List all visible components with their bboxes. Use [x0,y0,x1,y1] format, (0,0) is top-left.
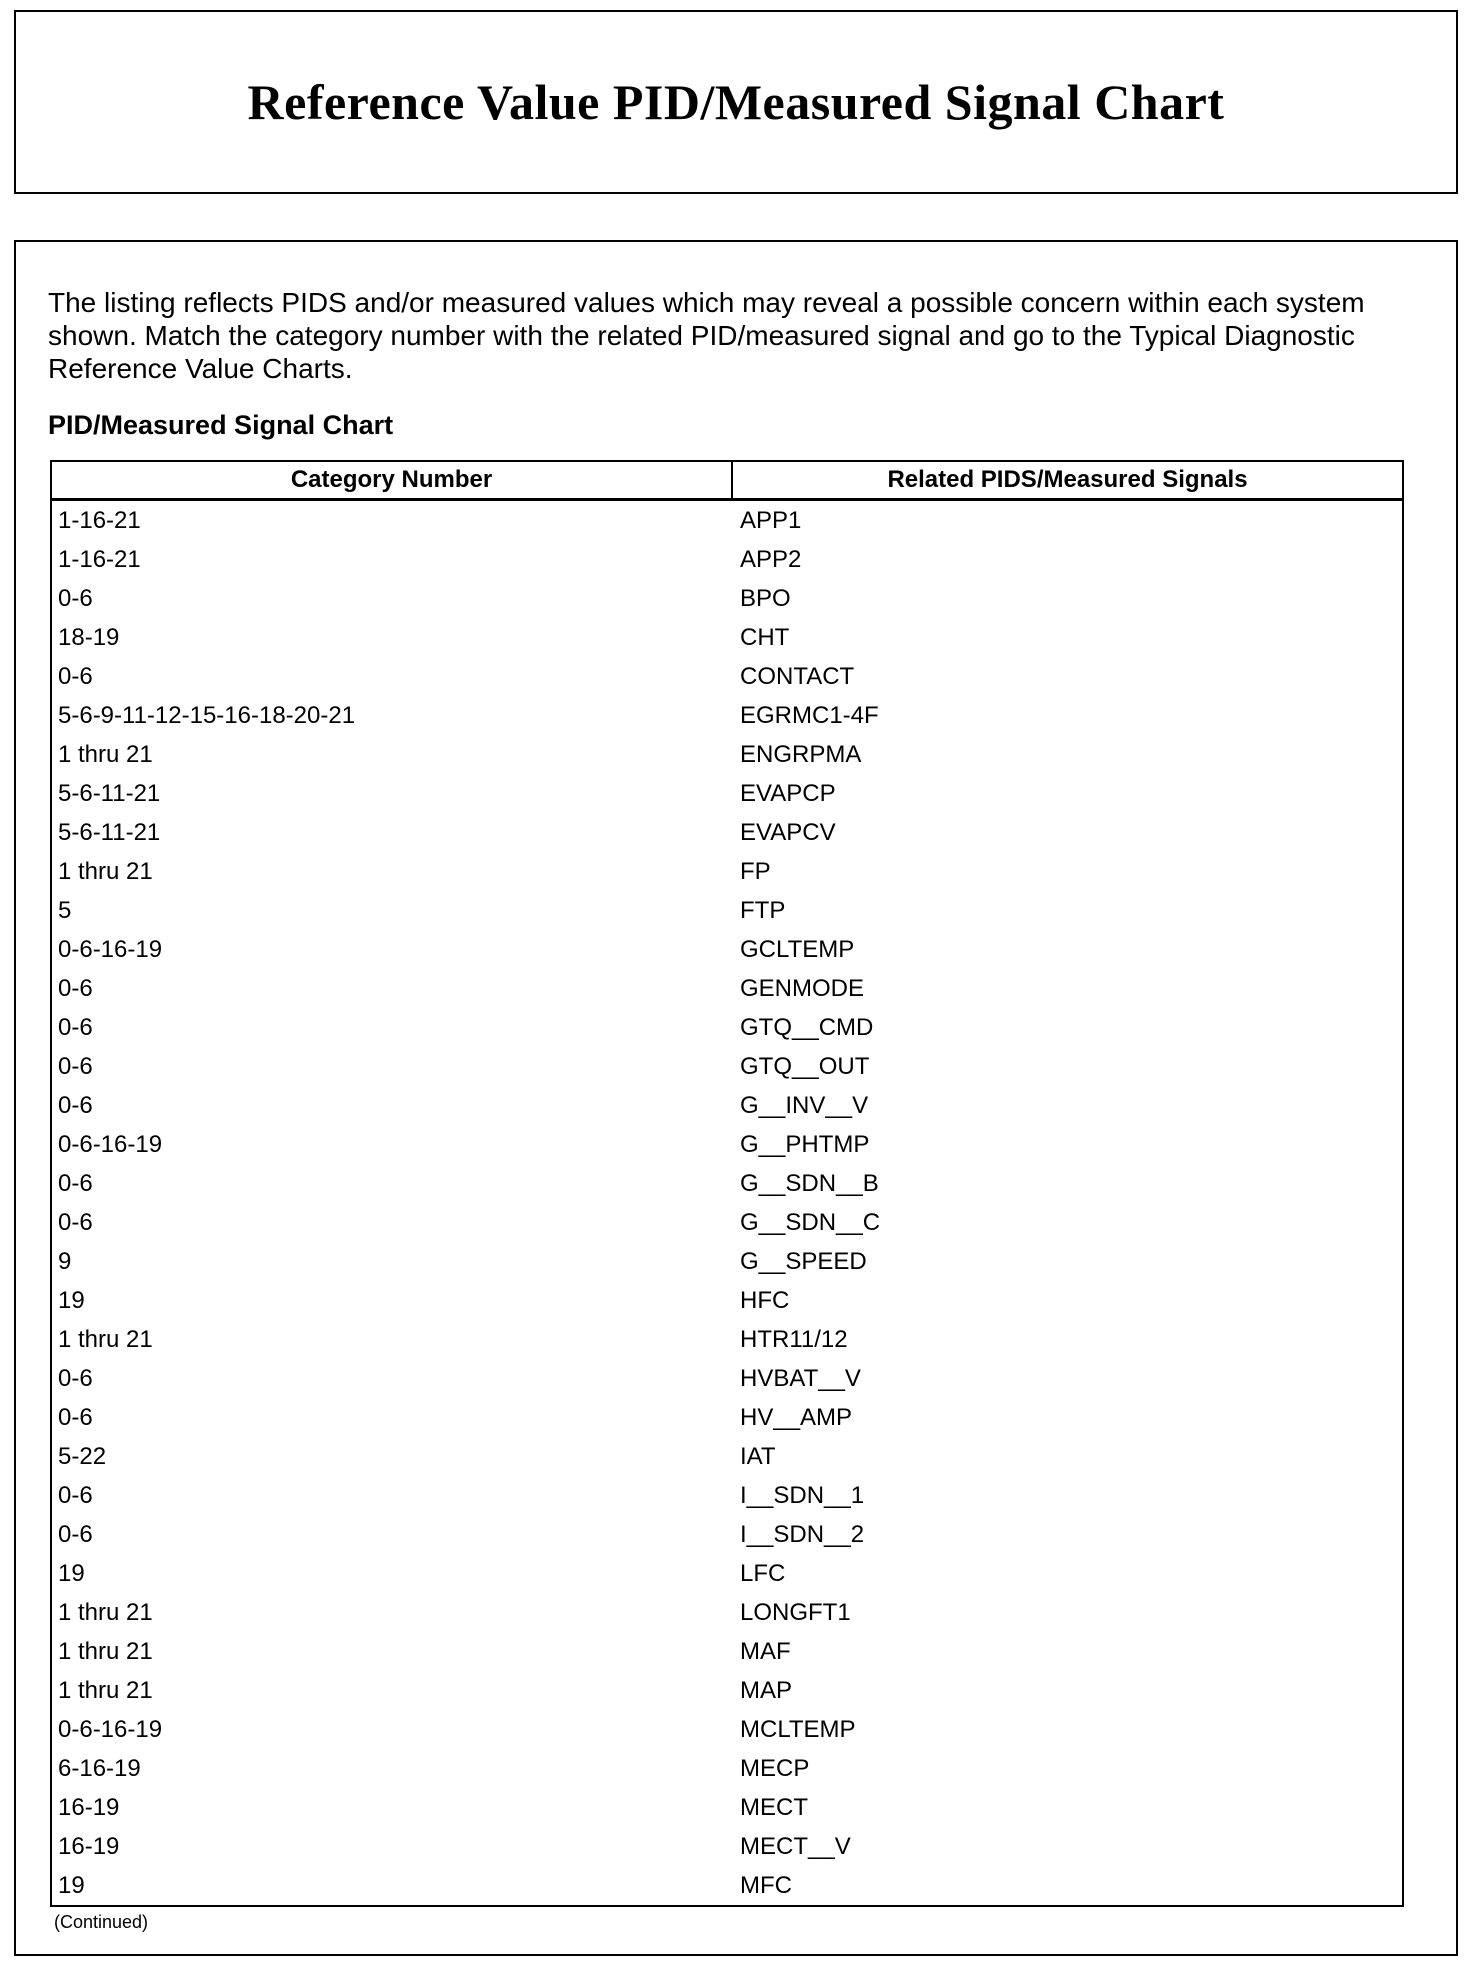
signal-cell: BPO [740,584,791,612]
signal-cell: LONGFT1 [740,1598,851,1626]
signal-cell: MFC [740,1871,792,1899]
category-number-cell: 0-6 [58,1364,93,1392]
table-row [51,1710,1403,1749]
signal-cell: G__SPEED [740,1247,867,1275]
table-row [51,1593,1403,1632]
category-number-cell: 0-6-16-19 [58,1130,163,1158]
category-number-cell: 5-22 [58,1442,107,1470]
table-row [51,579,1403,618]
column-header-signals: Related PIDS/Measured Signals [732,461,1403,500]
signal-cell: I__SDN__2 [740,1520,865,1548]
signal-cell: GTQ__OUT [740,1052,870,1080]
category-number-cell: 0-6-16-19 [58,935,163,963]
signal-cell: APP1 [740,506,802,534]
continued-note: (Continued) [54,1912,149,1932]
column-header-category: Category Number [51,461,732,500]
category-number-cell: 0-6 [58,974,93,1002]
category-number-cell: 1-16-21 [58,545,141,573]
signal-cell: I__SDN__1 [740,1481,865,1509]
category-number-cell: 16-19 [58,1832,120,1860]
signal-cell: G__INV__V [740,1091,869,1119]
table-row [51,1320,1403,1359]
title-box [14,10,1458,194]
signal-cell: HFC [740,1286,790,1314]
signal-cell: HTR11/12 [740,1325,848,1353]
table-row [51,1281,1403,1320]
signal-cell: MAP [740,1676,793,1704]
category-number-cell: 0-6 [58,1520,93,1548]
table-row [51,1632,1403,1671]
table-row [51,657,1403,696]
table-row [51,1164,1403,1203]
category-number-cell: 0-6 [58,1013,93,1041]
category-number-cell: 0-6 [58,1091,93,1119]
signal-cell: IAT [740,1442,776,1470]
category-number-cell: 0-6 [58,584,93,612]
signal-cell: G__PHTMP [740,1130,870,1158]
category-number-cell: 1 thru 21 [58,1637,153,1665]
table-row [51,852,1403,891]
category-number-cell: 0-6 [58,1481,93,1509]
table-row [51,500,1403,541]
signal-cell: LFC [740,1559,786,1587]
intro-paragraph: The listing reflects PIDS and/or measured values which may reveal a possible concern within each system shown. Match the category number with the related PID/measured signal and go to the Typical Diagnostic Reference Value Charts. [48,287,1365,384]
signal-cell: FTP [740,896,786,924]
category-number-cell: 6-16-19 [58,1754,141,1782]
signal-cell: MCLTEMP [740,1715,856,1743]
signal-cell: MAF [740,1637,791,1665]
category-number-cell: 1 thru 21 [58,1325,153,1353]
category-number-cell: 0-6-16-19 [58,1715,163,1743]
signal-cell: GCLTEMP [740,935,855,963]
table-row [51,1554,1403,1593]
table-row [51,1476,1403,1515]
signal-cell: MECT__V [740,1832,851,1860]
signal-cell: MECT [740,1793,808,1821]
table-row [51,1047,1403,1086]
signal-cell: APP2 [740,545,802,573]
table-row [51,618,1403,657]
category-number-cell: 18-19 [58,623,120,651]
category-number-cell: 5-6-11-21 [58,779,161,807]
table-row [51,813,1403,852]
table-row [51,1788,1403,1827]
table-row [51,891,1403,930]
table-row [51,1008,1403,1047]
category-number-cell: 19 [58,1286,85,1314]
category-number-cell: 0-6 [58,1403,93,1431]
table-row [51,1671,1403,1710]
table-row [51,930,1403,969]
signal-cell: CHT [740,623,790,651]
table-row [51,1515,1403,1554]
table-row [51,1866,1403,1906]
category-number-cell: 1 thru 21 [58,857,153,885]
table-row [51,1437,1403,1476]
table-header-row [51,461,1403,500]
section-heading: PID/Measured Signal Chart [48,410,394,440]
category-number-cell: 16-19 [58,1793,120,1821]
category-number-cell: 19 [58,1871,85,1899]
category-number-cell: 1 thru 21 [58,1676,153,1704]
signal-cell: EVAPCV [740,818,836,846]
page-title: Reference Value PID/Measured Signal Chart [247,74,1225,130]
signal-cell: G__SDN__B [740,1169,879,1197]
category-number-cell: 5-6-11-21 [58,818,161,846]
table-row [51,969,1403,1008]
signal-cell: GENMODE [740,974,865,1002]
table-row [51,1359,1403,1398]
category-number-cell: 1 thru 21 [58,1598,153,1626]
signal-cell: G__SDN__C [740,1208,881,1236]
table-row [51,1398,1403,1437]
signal-cell: EGRMC1-4F [740,701,879,729]
signal-cell: HVBAT__V [740,1364,861,1392]
category-number-cell: 0-6 [58,1169,93,1197]
signal-cell: FP [740,857,771,885]
table-row [51,1749,1403,1788]
category-number-cell: 19 [58,1559,85,1587]
category-number-cell: 1 thru 21 [58,740,153,768]
pid-signal-table [50,460,1404,1907]
category-number-cell: 9 [58,1247,72,1275]
signal-cell: HV__AMP [740,1403,853,1431]
table-row [51,1242,1403,1281]
table-row [51,1125,1403,1164]
signal-cell: ENGRPMA [740,740,862,768]
category-number-cell: 0-6 [58,662,93,690]
table-row [51,696,1403,735]
table-row [51,1086,1403,1125]
category-number-cell: 0-6 [58,1052,93,1080]
category-number-cell: 0-6 [58,1208,93,1236]
table-row [51,735,1403,774]
signal-cell: EVAPCP [740,779,836,807]
category-number-cell: 5-6-9-11-12-15-16-18-20-21 [58,701,356,729]
signal-cell: GTQ__CMD [740,1013,874,1041]
category-number-cell: 5 [58,896,72,924]
table-row [51,1827,1403,1866]
table-row [51,774,1403,813]
category-number-cell: 1-16-21 [58,506,141,534]
table-row [51,1203,1403,1242]
signal-cell: MECP [740,1754,810,1782]
table-row [51,540,1403,579]
content-box [14,240,1458,1956]
signal-cell: CONTACT [740,662,855,690]
